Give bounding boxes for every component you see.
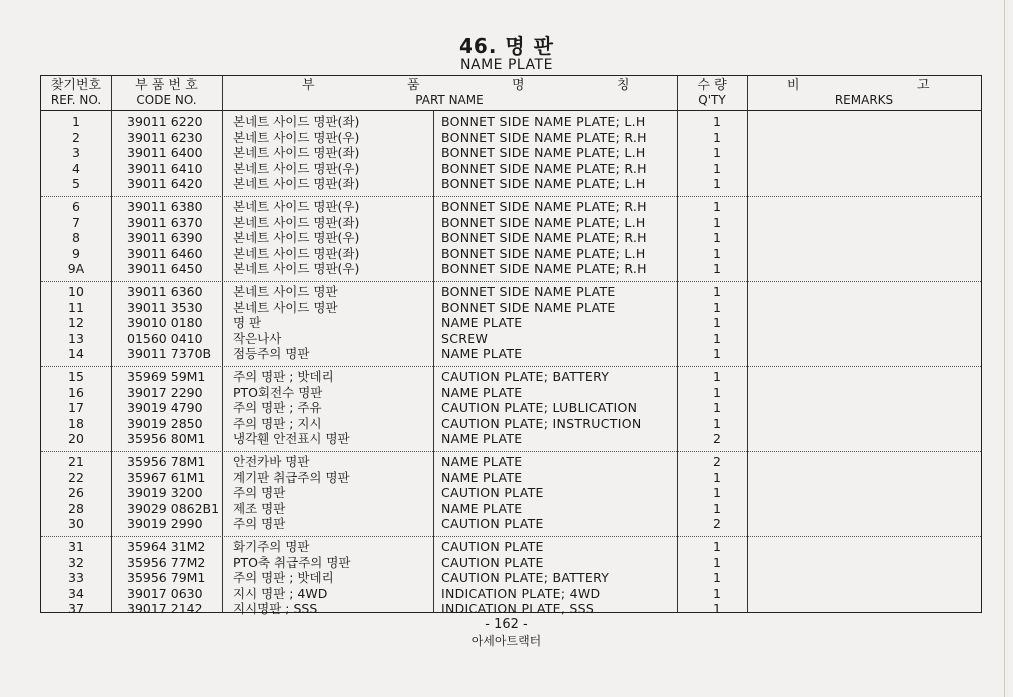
table-row	[41, 346, 981, 362]
qty-cell: 1	[713, 485, 721, 501]
header-ref	[41, 78, 111, 108]
qty-cell: 1	[713, 199, 721, 214]
qty-cell: 1	[713, 570, 721, 586]
page-number: - 162 -	[485, 617, 528, 632]
page-edge-line	[1004, 0, 1005, 697]
table-row	[41, 570, 981, 586]
ref-cell: 21	[68, 454, 84, 469]
qty-cell: 1	[713, 129, 721, 145]
ref-cell: 11	[68, 299, 84, 315]
english-name-cell: BONNET SIDE NAME PLATE; L.H	[441, 245, 646, 261]
english-name-cell: INDICATION PLATE; 4WD	[441, 585, 601, 601]
header-qty-en: Q'TY	[698, 93, 726, 107]
english-name-cell: NAME PLATE	[441, 454, 523, 469]
qty-cell: 1	[713, 114, 721, 129]
ref-cell: 9	[72, 245, 80, 261]
english-name-cell: CAUTION PLATE; INSTRUCTION	[441, 415, 642, 431]
group-separator	[41, 451, 981, 452]
code-cell: 39017 2290	[127, 384, 203, 400]
english-name-cell: NAME PLATE	[441, 315, 523, 331]
korean-name-cell: 주의 명판 ; 지시	[233, 415, 322, 431]
korean-name-cell: 명 판	[233, 315, 262, 331]
ref-cell: 20	[68, 431, 84, 447]
table-row	[41, 385, 981, 401]
ref-cell: 6	[72, 199, 80, 214]
english-name-cell: BONNET SIDE NAME PLATE; R.H	[441, 129, 647, 145]
korean-name-cell: 작은나사	[233, 330, 282, 346]
ref-cell: 22	[68, 469, 84, 485]
korean-name-cell: 화기주의 명판	[233, 539, 310, 554]
qty-cell: 1	[713, 214, 721, 230]
code-cell: 39019 2850	[127, 415, 203, 431]
ref-cell: 2	[72, 129, 80, 145]
ref-cell: 26	[68, 485, 84, 501]
qty-cell: 1	[713, 145, 721, 161]
qty-cell: 1	[713, 585, 721, 601]
english-name-cell: INDICATION PLATE, SSS	[441, 601, 595, 617]
code-cell: 39019 4790	[127, 400, 203, 416]
table-row	[41, 331, 981, 347]
header-name-ko-3: 명	[512, 78, 525, 93]
korean-name-cell: 주의 명판 ; 밧데리	[233, 570, 334, 586]
qty-cell: 1	[713, 500, 721, 516]
code-cell: 39011 3530	[127, 299, 203, 315]
product-name: 아세아트랙터	[471, 634, 542, 648]
korean-name-cell: 본네트 사이드 명판(좌)	[233, 214, 360, 230]
header-remarks	[747, 78, 981, 108]
table-row	[41, 176, 981, 192]
qty-cell: 1	[713, 230, 721, 246]
korean-name-cell: PTO축 취급주의 명판	[233, 554, 351, 570]
page-subtitle: NAME PLATE	[460, 57, 553, 73]
english-name-cell: BONNET SIDE NAME PLATE; L.H	[441, 145, 646, 161]
group-separator	[41, 366, 981, 367]
korean-name-cell: 지시 명판 ; 4WD	[233, 585, 328, 601]
ref-cell: 13	[68, 330, 84, 346]
qty-cell: 1	[713, 384, 721, 400]
korean-name-cell: 본네트 사이드 명판(좌)	[233, 245, 360, 261]
korean-name-cell: 점등주의 명판	[233, 346, 310, 362]
ref-cell: 28	[68, 500, 84, 516]
ref-cell: 14	[68, 346, 84, 362]
table-row	[41, 485, 981, 501]
header-part-name	[222, 78, 677, 108]
qty-cell: 1	[713, 539, 721, 554]
ref-cell: 10	[68, 284, 84, 299]
korean-name-cell: 제조 명판	[233, 500, 286, 516]
ref-cell: 15	[68, 369, 84, 384]
korean-name-cell: 안전카바 명판	[233, 454, 310, 469]
header-code	[111, 78, 222, 108]
qty-cell: 1	[713, 369, 721, 384]
group-separator	[41, 196, 981, 197]
header-name-ko-2: 품	[407, 78, 420, 93]
table-row	[41, 261, 981, 277]
korean-name-cell: 주의 명판 ; 주유	[233, 400, 322, 416]
code-cell: 39010 0180	[127, 315, 203, 331]
qty-cell: 2	[713, 454, 721, 469]
code-cell: 39017 0630	[127, 585, 203, 601]
table-row	[41, 300, 981, 316]
ref-cell: 33	[68, 570, 84, 586]
qty-cell: 2	[713, 431, 721, 447]
english-name-cell: BONNET SIDE NAME PLATE; R.H	[441, 230, 647, 246]
qty-cell: 1	[713, 176, 721, 192]
english-name-cell: NAME PLATE	[441, 500, 523, 516]
table-row	[41, 145, 981, 161]
code-cell: 35956 80M1	[127, 431, 206, 447]
korean-name-cell: 냉각휀 안전표시 명판	[233, 431, 350, 447]
group-separator	[41, 281, 981, 282]
code-cell: 39011 6450	[127, 261, 203, 277]
table-row	[41, 431, 981, 447]
korean-name-cell: 주의 명판	[233, 516, 286, 532]
code-cell: 01560 0410	[127, 330, 203, 346]
header-remarks-ko-2: 고	[917, 78, 930, 93]
code-cell: 39029 0862B1	[127, 500, 220, 516]
code-cell: 35956 78M1	[127, 454, 206, 469]
table-row	[41, 416, 981, 432]
english-name-cell: SCREW	[441, 330, 489, 346]
code-cell: 39011 6380	[127, 199, 203, 214]
english-name-cell: NAME PLATE	[441, 384, 523, 400]
header-ref-ko: 찾기번호	[50, 78, 102, 93]
qty-cell: 1	[713, 299, 721, 315]
ref-cell: 31	[68, 539, 84, 554]
table-row	[41, 215, 981, 231]
table-row	[41, 161, 981, 177]
code-cell: 39019 3200	[127, 485, 203, 501]
ref-cell: 32	[68, 554, 84, 570]
code-cell: 39017 2142	[127, 601, 203, 617]
english-name-cell: BONNET SIDE NAME PLATE; L.H	[441, 214, 646, 230]
korean-name-cell: 본네트 사이드 명판(우)	[233, 230, 360, 246]
english-name-cell: CAUTION PLATE; BATTERY	[441, 570, 610, 586]
code-cell: 39011 6220	[127, 114, 203, 129]
table-row	[41, 114, 981, 130]
ref-cell: 17	[68, 400, 84, 416]
code-cell: 39011 7370B	[127, 346, 212, 362]
code-cell: 35964 31M2	[127, 539, 206, 554]
ref-cell: 8	[72, 230, 80, 246]
table-row	[41, 601, 981, 617]
table-row	[41, 246, 981, 262]
table-row	[41, 369, 981, 385]
korean-name-cell: 주의 명판	[233, 485, 286, 501]
ref-cell: 9A	[67, 261, 85, 277]
code-cell: 39011 6360	[127, 284, 203, 299]
korean-name-cell: PTO회전수 명판	[233, 384, 323, 400]
code-cell: 39011 6420	[127, 176, 203, 192]
ref-cell: 3	[72, 145, 80, 161]
table-row	[41, 555, 981, 571]
english-name-cell: CAUTION PLATE	[441, 516, 544, 532]
qty-cell: 1	[713, 400, 721, 416]
code-cell: 39011 6370	[127, 214, 203, 230]
table-row	[41, 454, 981, 470]
qty-cell: 1	[713, 315, 721, 331]
english-name-cell: NAME PLATE	[441, 431, 523, 447]
parts-table	[40, 75, 982, 617]
ref-cell: 18	[68, 415, 84, 431]
code-cell: 35967 61M1	[127, 469, 206, 485]
table-row	[41, 586, 981, 602]
english-name-cell: CAUTION PLATE	[441, 539, 544, 554]
qty-cell: 1	[713, 601, 721, 617]
table-row	[41, 470, 981, 486]
korean-name-cell: 지시명판 ; SSS	[233, 601, 318, 617]
english-name-cell: BONNET SIDE NAME PLATE; L.H	[441, 176, 646, 192]
header-name-ko-4: 칭	[617, 78, 630, 93]
korean-name-cell: 본네트 사이드 명판(좌)	[233, 114, 360, 129]
code-cell: 39011 6390	[127, 230, 203, 246]
table-row	[41, 501, 981, 517]
english-name-cell: BONNET SIDE NAME PLATE; R.H	[441, 160, 647, 176]
header-name-ko-1: 부	[302, 78, 315, 93]
ref-cell: 30	[68, 516, 84, 532]
qty-cell: 1	[713, 160, 721, 176]
table-row	[41, 230, 981, 246]
header-code-ko: 부 품 번 호	[135, 78, 198, 93]
korean-name-cell: 본네트 사이드 명판(우)	[233, 129, 360, 145]
table-row	[41, 284, 981, 300]
korean-name-cell: 주의 명판 ; 밧데리	[233, 369, 334, 384]
group-separator	[41, 536, 981, 537]
code-cell: 39011 6410	[127, 160, 203, 176]
ref-cell: 1	[72, 114, 80, 129]
table-row	[41, 315, 981, 331]
table-row	[41, 539, 981, 555]
korean-name-cell: 본네트 사이드 명판(좌)	[233, 145, 360, 161]
qty-cell: 1	[713, 415, 721, 431]
header-divider	[41, 110, 981, 111]
header-name-en: PART NAME	[415, 93, 484, 107]
ref-cell: 7	[72, 214, 80, 230]
ref-cell: 34	[68, 585, 84, 601]
header-remarks-ko-1: 비	[787, 78, 800, 93]
qty-cell: 1	[713, 261, 721, 277]
qty-cell: 2	[713, 516, 721, 532]
korean-name-cell: 계기판 취급주의 명판	[233, 469, 350, 485]
korean-name-cell: 본네트 사이드 명판	[233, 299, 338, 315]
ref-cell: 5	[72, 176, 80, 192]
code-cell: 35956 77M2	[127, 554, 206, 570]
english-name-cell: CAUTION PLATE	[441, 554, 544, 570]
korean-name-cell: 본네트 사이드 명판(좌)	[233, 176, 360, 192]
table-row	[41, 516, 981, 532]
ref-cell: 4	[72, 160, 80, 176]
korean-name-cell: 본네트 사이드 명판(우)	[233, 160, 360, 176]
code-cell: 39019 2990	[127, 516, 203, 532]
ref-cell: 12	[68, 315, 84, 331]
english-name-cell: BONNET SIDE NAME PLATE; R.H	[441, 199, 647, 214]
ref-cell: 37	[68, 601, 84, 617]
page-title: 46. 명 판	[459, 34, 554, 58]
qty-cell: 1	[713, 284, 721, 299]
korean-name-cell: 본네트 사이드 명판(우)	[233, 261, 360, 277]
english-name-cell: BONNET SIDE NAME PLATE	[441, 299, 616, 315]
english-name-cell: CAUTION PLATE; LUBLICATION	[441, 400, 638, 416]
english-name-cell: NAME PLATE	[441, 346, 523, 362]
header-qty	[677, 78, 747, 108]
english-name-cell: CAUTION PLATE; BATTERY	[441, 369, 610, 384]
header-ref-en: REF. NO.	[50, 93, 102, 107]
code-cell: 39011 6230	[127, 129, 203, 145]
code-cell: 39011 6460	[127, 245, 203, 261]
qty-cell: 1	[713, 554, 721, 570]
table-row	[41, 199, 981, 215]
english-name-cell: BONNET SIDE NAME PLATE; R.H	[441, 261, 647, 277]
code-cell: 35969 59M1	[127, 369, 206, 384]
english-name-cell: BONNET SIDE NAME PLATE	[441, 284, 616, 299]
header-qty-ko: 수 량	[697, 78, 727, 93]
header-remarks-en: REMARKS	[834, 93, 894, 107]
code-cell: 35956 79M1	[127, 570, 206, 586]
ref-cell: 16	[68, 384, 84, 400]
korean-name-cell: 본네트 사이드 명판(우)	[233, 199, 360, 214]
qty-cell: 1	[713, 346, 721, 362]
table-row	[41, 130, 981, 146]
code-cell: 39011 6400	[127, 145, 203, 161]
qty-cell: 1	[713, 330, 721, 346]
english-name-cell: CAUTION PLATE	[441, 485, 544, 501]
table-row	[41, 400, 981, 416]
english-name-cell: BONNET SIDE NAME PLATE; L.H	[441, 114, 646, 129]
qty-cell: 1	[713, 245, 721, 261]
english-name-cell: NAME PLATE	[441, 469, 523, 485]
header-code-en: CODE NO.	[136, 93, 197, 107]
korean-name-cell: 본네트 사이드 명판	[233, 284, 338, 299]
qty-cell: 1	[713, 469, 721, 485]
